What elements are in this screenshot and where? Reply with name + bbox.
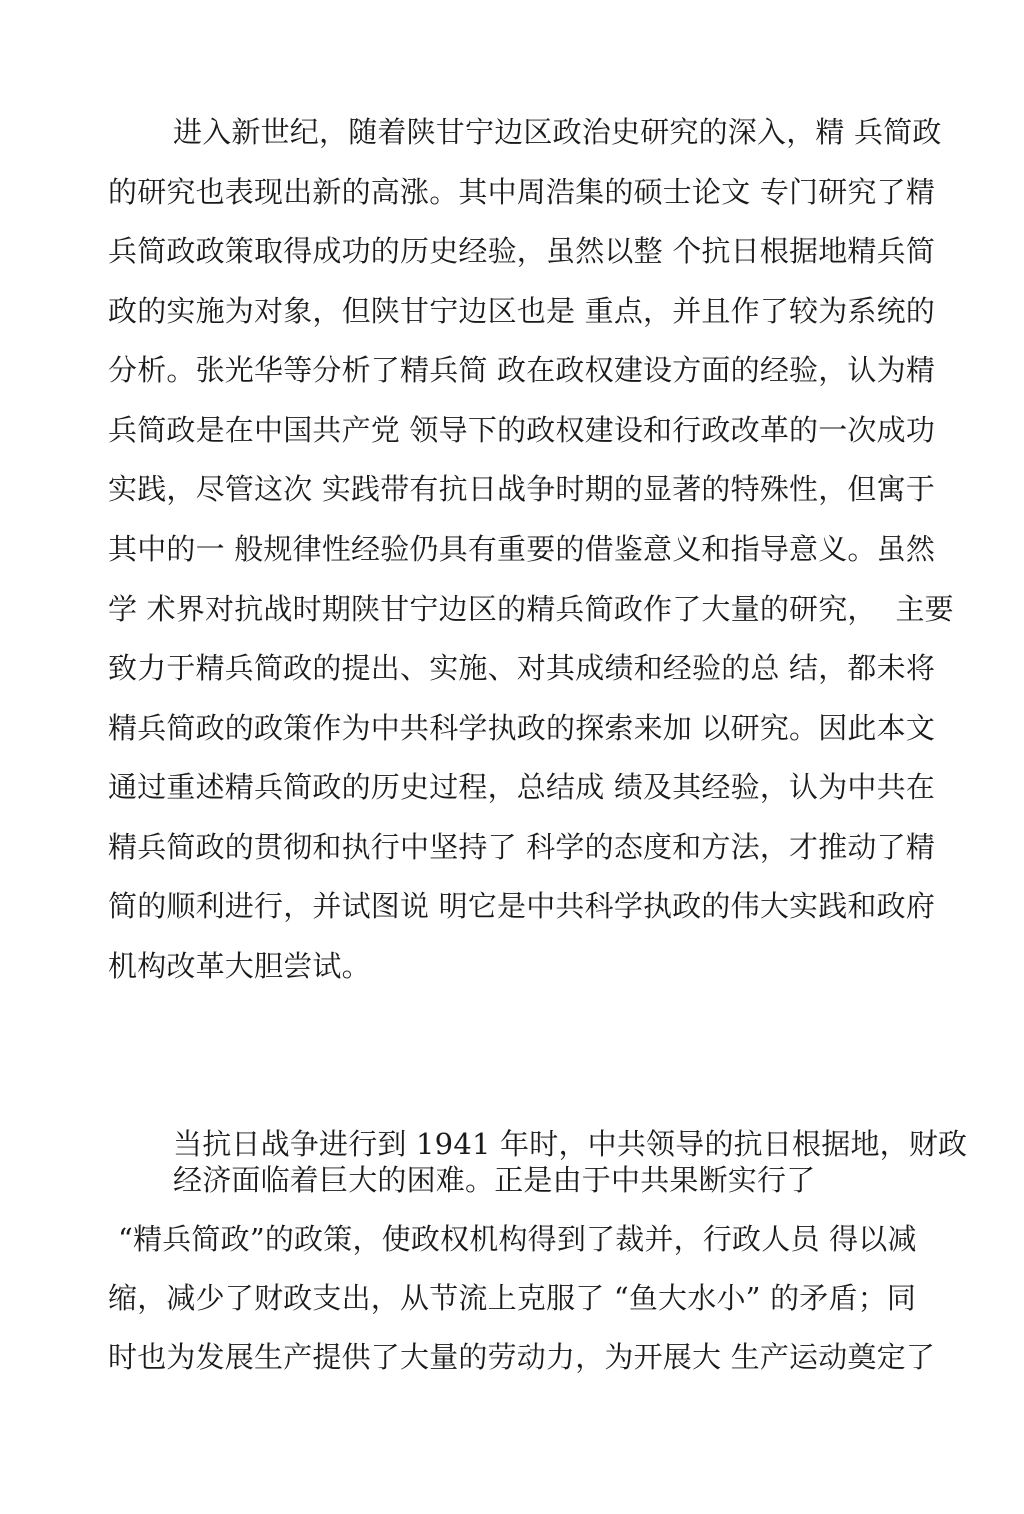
paragraph-1-line: 精兵简政的政策作为中共科学执政的探索来加 以研究。因此本文	[108, 711, 936, 745]
paragraph-2-line: 缩，减少了财政支出，从节流上克服了 “鱼大水小” 的矛盾；同	[108, 1281, 917, 1315]
paragraph-2-line: “精兵简政”的政策，使政权机构得到了裁并，行政人员 得以减	[118, 1222, 917, 1256]
paragraph-2-line: 经济面临着巨大的困难。正是由于中共果断实行了	[173, 1163, 816, 1197]
paragraph-2-line: 当抗日战争进行到 1941 年时，中共领导的抗日根据地，财政	[173, 1127, 968, 1161]
paragraph-1-line: 简的顺利进行，并试图说 明它是中共科学执政的伟大实践和政府	[108, 889, 936, 923]
paragraph-1-line: 实践，尽管这次 实践带有抗日战争时期的显著的特殊性，但寓于	[108, 472, 936, 506]
paragraph-1-line: 兵简政政策取得成功的历史经验，虽然以整 个抗日根据地精兵简	[108, 234, 936, 268]
paragraph-1-line: 通过重述精兵简政的历史过程，总结成 绩及其经验，认为中共在	[108, 770, 936, 804]
paragraph-1-line: 其中的一 般规律性经验仍具有重要的借鉴意义和指导意义。虽然	[108, 532, 936, 566]
paragraph-1-line: 学 术界对抗战时期陕甘宁边区的精兵简政作了大量的研究， 主要	[108, 592, 954, 626]
paragraph-1-line: 进入新世纪，随着陕甘宁边区政治史研究的深入，精 兵简政	[173, 115, 942, 149]
paragraph-1-line: 精兵简政的贯彻和执行中坚持了 科学的态度和方法，才推动了精	[108, 830, 936, 864]
paragraph-1-line: 分析。张光华等分析了精兵简 政在政权建设方面的经验，认为精	[108, 353, 936, 387]
paragraph-1-line: 机构改革大胆尝试。	[108, 949, 371, 983]
paragraph-1-line: 致力于精兵简政的提出、实施、对其成绩和经验的总 结，都未将	[108, 651, 936, 685]
paragraph-1-line: 政的实施为对象，但陕甘宁边区也是 重点，并且作了较为系统的	[108, 294, 936, 328]
paragraph-1-line: 的研究也表现出新的高涨。其中周浩集的硕士论文 专门研究了精	[108, 175, 936, 209]
paragraph-1-line: 兵简政是在中国共产党 领导下的政权建设和行政改革的一次成功	[108, 413, 936, 447]
paragraph-2-line: 时也为发展生产提供了大量的劳动力，为开展大 生产运动奠定了	[108, 1340, 936, 1374]
